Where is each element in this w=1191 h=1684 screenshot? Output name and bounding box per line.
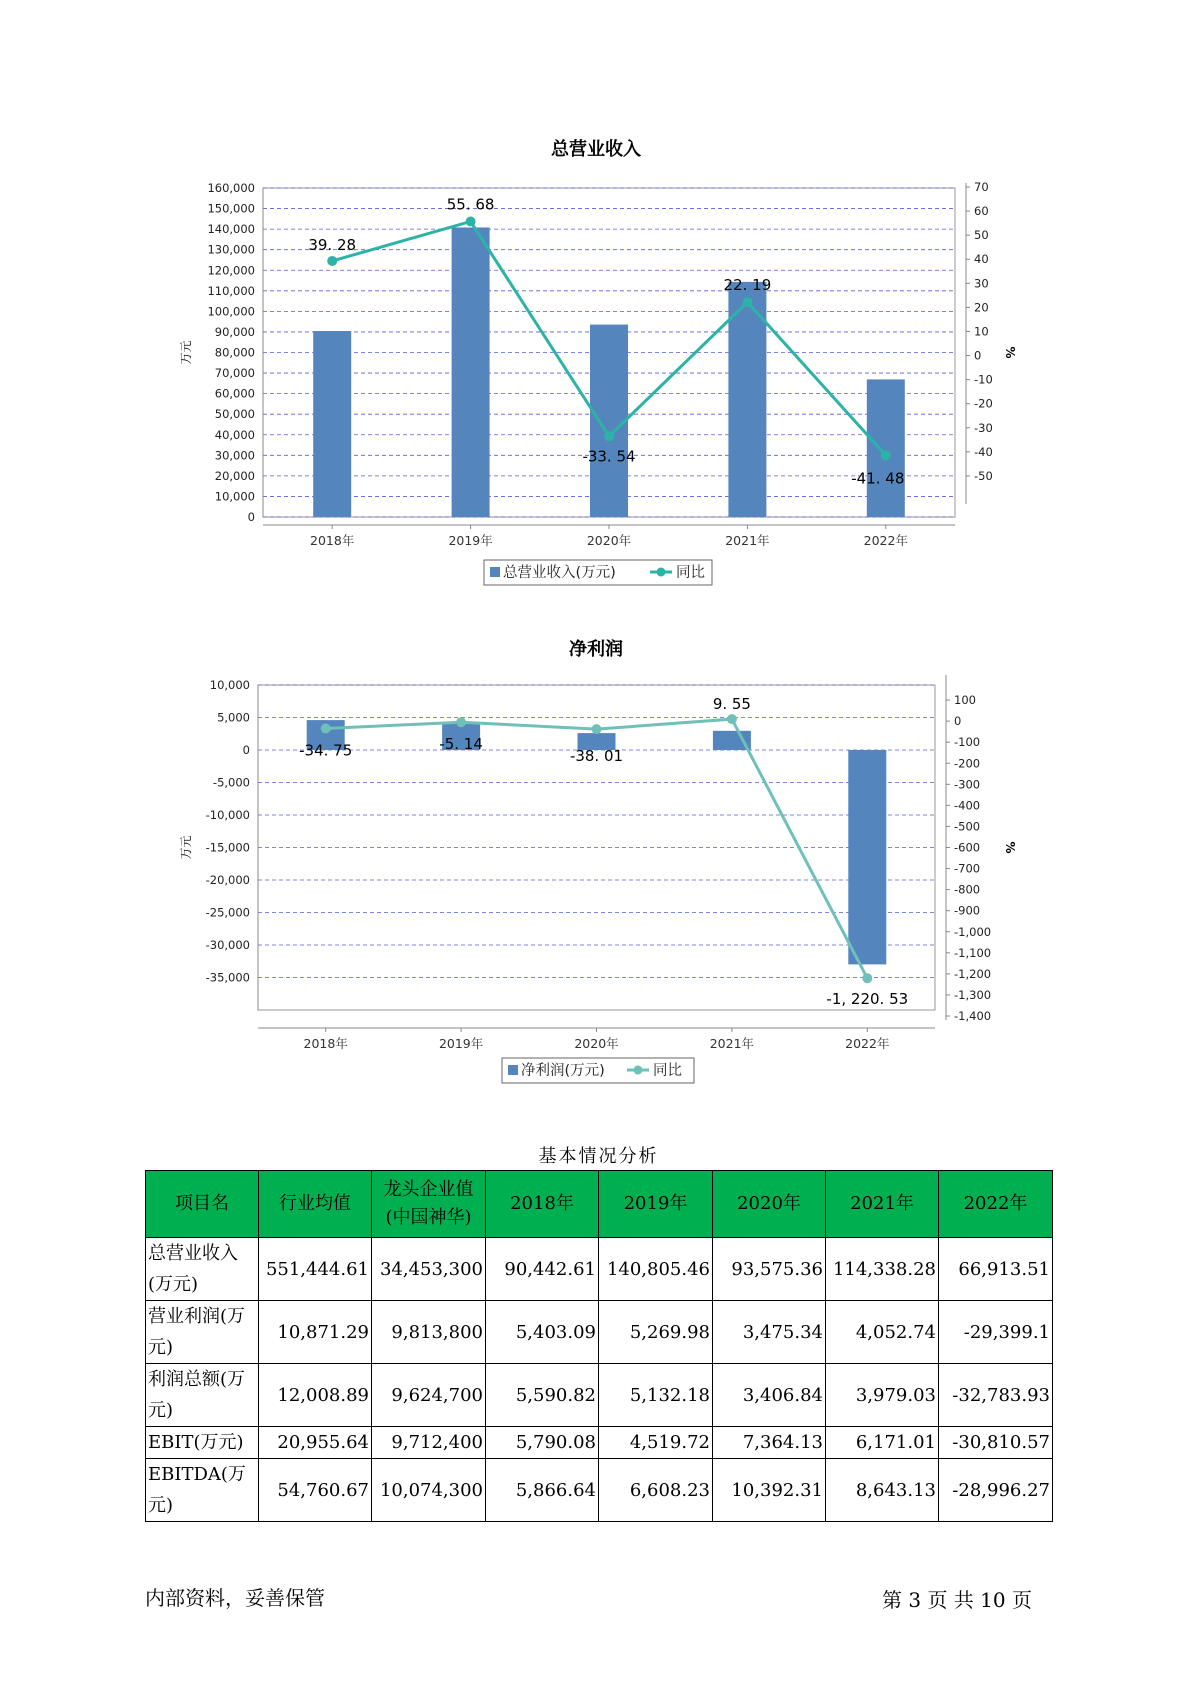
table-cell: 6,171.01: [826, 1427, 939, 1459]
table-header-row: [146, 1171, 1053, 1238]
table-cell: 20,955.64: [259, 1427, 372, 1459]
y2-tick-label: 0: [974, 348, 982, 363]
yoy-data-label: -5. 14: [439, 735, 483, 754]
y2-tick-label: -1,300: [954, 987, 992, 1002]
yoy-point: [604, 431, 614, 441]
y-tick-label: 10,000: [209, 678, 250, 692]
x-tick-label: 2019年: [438, 1036, 484, 1051]
y-tick-label: -10,000: [205, 808, 250, 822]
y-tick-label: 100,000: [207, 304, 255, 319]
table-cell: 3,475.34: [713, 1301, 826, 1364]
y2-tick-label: -400: [954, 798, 981, 813]
table-cell: 5,790.08: [486, 1427, 599, 1459]
y2-tick-label: -50: [974, 468, 993, 483]
x-tick-label: 2022年: [863, 533, 908, 548]
legend-line-marker: [657, 568, 666, 577]
y2-tick-label: -600: [954, 840, 981, 855]
legend-line-marker: [634, 1066, 643, 1075]
y2-tick-label: -100: [954, 735, 981, 750]
chart-title: 总营业收入: [551, 139, 641, 160]
x-tick-label: 2021年: [725, 533, 770, 548]
yoy-point: [592, 724, 602, 734]
table-cell: -28,996.27: [939, 1459, 1053, 1522]
yoy-point: [466, 216, 476, 226]
y-tick-label: 60,000: [214, 386, 255, 401]
bar: [313, 331, 351, 517]
yoy-data-label: 22. 19: [723, 276, 772, 295]
y-tick-label: -25,000: [205, 905, 250, 920]
table-header-cell: 2018年: [486, 1171, 599, 1238]
footer-confidential-note: 内部资料，妥善保管: [145, 1586, 325, 1610]
y-tick-label: -5,000: [212, 775, 250, 790]
yoy-data-label: 9. 55: [712, 695, 751, 714]
y2-tick-label: 30: [974, 276, 989, 291]
y2-tick-label: 70: [974, 180, 989, 194]
table-cell: 5,866.64: [486, 1459, 599, 1522]
yoy-point: [742, 297, 752, 307]
y-tick-label: 0: [242, 743, 250, 757]
chart-title: 净利润: [569, 639, 623, 660]
table-cell: 114,338.28: [826, 1238, 939, 1301]
bar: [848, 750, 886, 964]
y-tick-label: 20,000: [214, 468, 255, 483]
y2-tick-label: -1,000: [954, 924, 992, 939]
y2-tick-label: -300: [954, 777, 981, 792]
yoy-data-label: -34. 75: [299, 741, 353, 760]
revenue-chart-svg: [0, 130, 1191, 600]
y2-tick-label: -800: [954, 882, 981, 897]
y2-tick-label: -200: [954, 756, 981, 771]
y-tick-label: -15,000: [205, 840, 250, 855]
table-cell: 9,712,400: [372, 1427, 486, 1459]
y-tick-label: 50,000: [214, 407, 255, 422]
table-cell: 93,575.36: [713, 1238, 826, 1301]
y2-tick-label: 20: [974, 300, 989, 315]
table-row: [146, 1427, 1053, 1459]
yoy-point: [727, 714, 737, 724]
y2-tick-label: -500: [954, 819, 981, 834]
table-cell: 5,403.09: [486, 1301, 599, 1364]
y-tick-label: 130,000: [207, 242, 255, 257]
x-tick-label: 2021年: [709, 1036, 755, 1051]
yoy-point: [862, 973, 872, 983]
x-tick-label: 2022年: [845, 1036, 890, 1051]
y2-axis-title: %: [1003, 841, 1017, 854]
yoy-data-label: 55. 68: [446, 195, 495, 214]
yoy-point: [327, 256, 337, 266]
table-cell: 5,269.98: [599, 1301, 713, 1364]
yoy-data-label: 39. 28: [308, 235, 357, 254]
table-cell: 66,913.51: [939, 1238, 1053, 1301]
table-cell: 10,074,300: [372, 1459, 486, 1522]
y-tick-label: 160,000: [207, 181, 255, 195]
y-axis-title: 万元: [179, 340, 193, 365]
legend-bar-label: 净利润(万元): [521, 1063, 605, 1079]
legend-bar-swatch: [508, 1065, 518, 1075]
legend-bar-label: 总营业收入(万元): [503, 565, 616, 581]
y-tick-label: 40,000: [214, 427, 255, 442]
table-cell: 551,444.61: [259, 1238, 372, 1301]
y-tick-label: 80,000: [214, 345, 255, 360]
x-tick-label: 2020年: [586, 533, 632, 548]
y-tick-label: 5,000: [217, 710, 250, 725]
table-cell: 54,760.67: [259, 1459, 372, 1522]
table-header-cell: 2020年: [713, 1171, 826, 1238]
table-title: 基本情况分析: [538, 1146, 659, 1167]
table-cell: 5,132.18: [599, 1364, 713, 1427]
y-tick-label: 140,000: [207, 222, 255, 237]
table-cell: -29,399.1: [939, 1301, 1053, 1364]
yoy-data-label: -33. 54: [582, 447, 636, 466]
y2-tick-label: 0: [954, 714, 962, 729]
y-tick-label: 150,000: [207, 201, 255, 216]
y-tick-label: 10,000: [214, 489, 255, 504]
y-axis-title: 万元: [179, 835, 193, 860]
y2-tick-label: 60: [974, 204, 989, 219]
table-cell: 5,590.82: [486, 1364, 599, 1427]
y-tick-label: -30,000: [205, 938, 250, 952]
table-row: [146, 1301, 1053, 1364]
y-tick-label: -35,000: [205, 970, 250, 985]
legend-bar-swatch: [490, 567, 500, 577]
y-tick-label: 90,000: [214, 324, 255, 339]
footer-page-number: 第 3 页 共 10 页: [882, 1588, 1032, 1612]
yoy-point: [456, 717, 466, 727]
row-label: EBITDA(万元): [146, 1459, 259, 1522]
table-cell: 90,442.61: [486, 1238, 599, 1301]
y2-tick-label: -900: [954, 903, 981, 918]
y-tick-label: 30,000: [214, 448, 255, 463]
table-cell: 3,406.84: [713, 1364, 826, 1427]
table-cell: 34,453,300: [372, 1238, 486, 1301]
table-cell: 12,008.89: [259, 1364, 372, 1427]
table-header-cell: 2022年: [939, 1171, 1053, 1238]
table-cell: -32,783.93: [939, 1364, 1053, 1427]
table-cell: 10,871.29: [259, 1301, 372, 1364]
table-cell: 140,805.46: [599, 1238, 713, 1301]
table-cell: 9,624,700: [372, 1364, 486, 1427]
y2-tick-label: -700: [954, 861, 981, 876]
y2-tick-label: -20: [974, 396, 993, 411]
yoy-point: [321, 723, 331, 733]
table-cell: 8,643.13: [826, 1459, 939, 1522]
x-tick-label: 2020年: [574, 1036, 619, 1051]
row-label: 总营业收入(万元): [146, 1238, 259, 1301]
y2-tick-label: -1,200: [954, 966, 992, 981]
yoy-data-label: -41. 48: [851, 469, 905, 488]
yoy-point: [881, 450, 891, 460]
table-header-cell: 项目名: [146, 1171, 259, 1238]
row-label: 利润总额(万元): [146, 1364, 259, 1427]
table-row: [146, 1459, 1053, 1522]
y-tick-label: 110,000: [207, 283, 255, 298]
x-tick-label: 2018年: [310, 533, 355, 548]
y-tick-label: 70,000: [214, 366, 255, 381]
row-label: EBIT(万元): [146, 1427, 259, 1459]
net-profit-chart: [0, 630, 1191, 1090]
table-header-cell: 龙头企业值(中国神华): [372, 1171, 486, 1238]
y2-tick-label: 40: [974, 252, 989, 267]
table-cell: 3,979.03: [826, 1364, 939, 1427]
basic-analysis-table: [145, 1170, 1053, 1522]
y2-tick-label: 50: [974, 228, 989, 243]
yoy-data-label: -38. 01: [569, 747, 624, 766]
legend-line-label: 同比: [676, 565, 705, 581]
table-header-cell: 2019年: [599, 1171, 713, 1238]
net-profit-chart-svg: [0, 630, 1191, 1090]
table-cell: 9,813,800: [372, 1301, 486, 1364]
table-row: [146, 1238, 1053, 1301]
bar: [590, 325, 628, 517]
y2-axis-title: %: [1003, 346, 1017, 359]
y2-tick-label: -30: [974, 420, 993, 435]
x-tick-label: 2018年: [303, 1036, 348, 1051]
legend-line-label: 同比: [653, 1063, 682, 1079]
table-cell: 4,052.74: [826, 1301, 939, 1364]
y2-tick-label: 10: [974, 324, 989, 339]
table-cell: -30,810.57: [939, 1427, 1053, 1459]
x-tick-label: 2019年: [448, 533, 493, 548]
table-cell: 10,392.31: [713, 1459, 826, 1522]
row-label: 营业利润(万元): [146, 1301, 259, 1364]
y2-tick-label: -1,100: [954, 945, 992, 960]
table-header-cell: 2021年: [826, 1171, 939, 1238]
table-cell: 6,608.23: [599, 1459, 713, 1522]
y-tick-label: 0: [247, 510, 255, 524]
bar: [452, 227, 490, 517]
revenue-chart: [0, 130, 1191, 600]
y2-tick-label: -10: [974, 372, 993, 387]
y2-tick-label: -40: [974, 444, 993, 459]
table-row: [146, 1364, 1053, 1427]
table-cell: 7,364.13: [713, 1427, 826, 1459]
y-tick-label: -20,000: [205, 873, 250, 887]
bar: [867, 379, 905, 517]
yoy-data-label: -1, 220. 53: [826, 990, 909, 1009]
table-header-cell: 行业均值: [259, 1171, 372, 1238]
table-cell: 4,519.72: [599, 1427, 713, 1459]
y2-tick-label: -1,400: [954, 1009, 992, 1023]
y-tick-label: 120,000: [207, 263, 255, 278]
y2-tick-label: 100: [954, 693, 976, 708]
